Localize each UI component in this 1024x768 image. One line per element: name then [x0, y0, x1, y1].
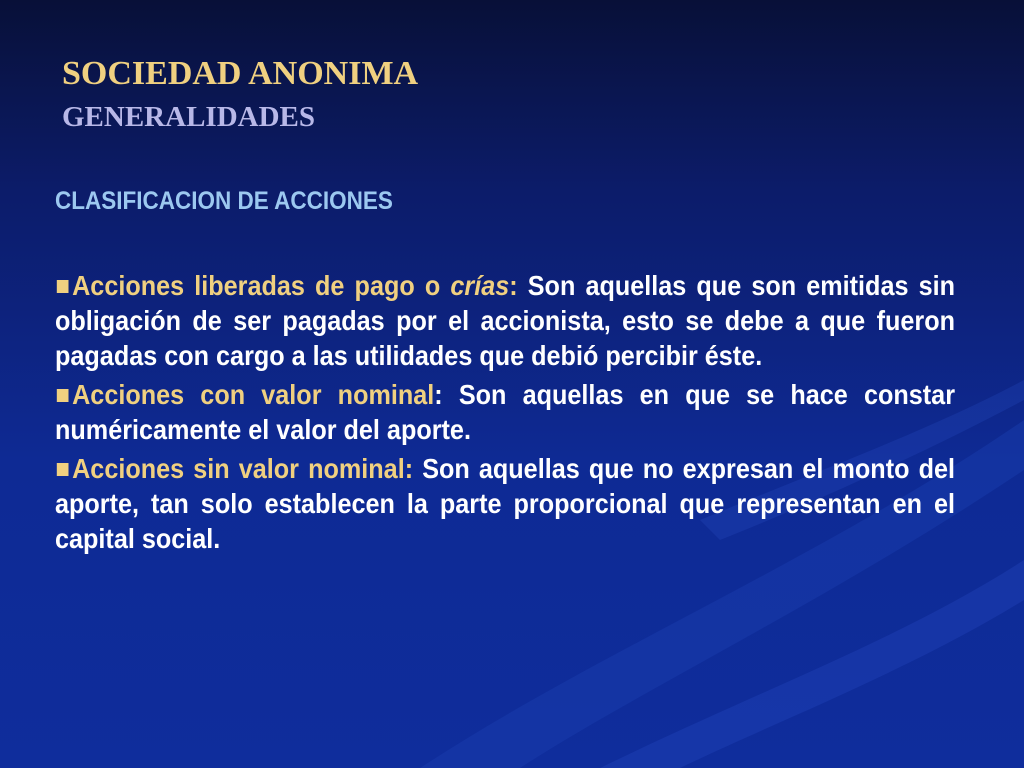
square-bullet-icon	[57, 389, 69, 402]
classification-list	[55, 268, 955, 560]
list-item	[55, 451, 955, 556]
section-heading: CLASIFICACION DE ACCIONES	[55, 187, 393, 215]
slide-title: SOCIEDAD ANONIMA	[62, 55, 419, 92]
item-term: Acciones liberadas de pago o	[72, 270, 451, 301]
item-text: Son aquellas que no expresan el monto del aporte, tan solo establecen la parte proporcional que representan en el capital social.	[55, 453, 955, 554]
item-term: Acciones sin valor nominal:	[72, 453, 414, 484]
square-bullet-icon	[57, 280, 69, 293]
item-term: Acciones con valor nominal	[72, 379, 435, 410]
list-item	[55, 268, 955, 373]
item-separator: :	[434, 379, 443, 410]
square-bullet-icon	[57, 463, 69, 476]
item-separator: :	[509, 270, 518, 301]
item-term-italic: crías	[450, 270, 510, 301]
item-text: Son aquellas que son emitidas sin obligación de ser pagadas por el accionista, esto se debe a que fueron pagadas con cargo a las utilidades que debió percibir éste.	[55, 270, 955, 371]
slide-subtitle: GENERALIDADES	[62, 101, 315, 133]
item-text: Son aquellas en que se hace constar numéricamente el valor del aporte.	[55, 379, 956, 445]
list-item	[55, 377, 955, 447]
